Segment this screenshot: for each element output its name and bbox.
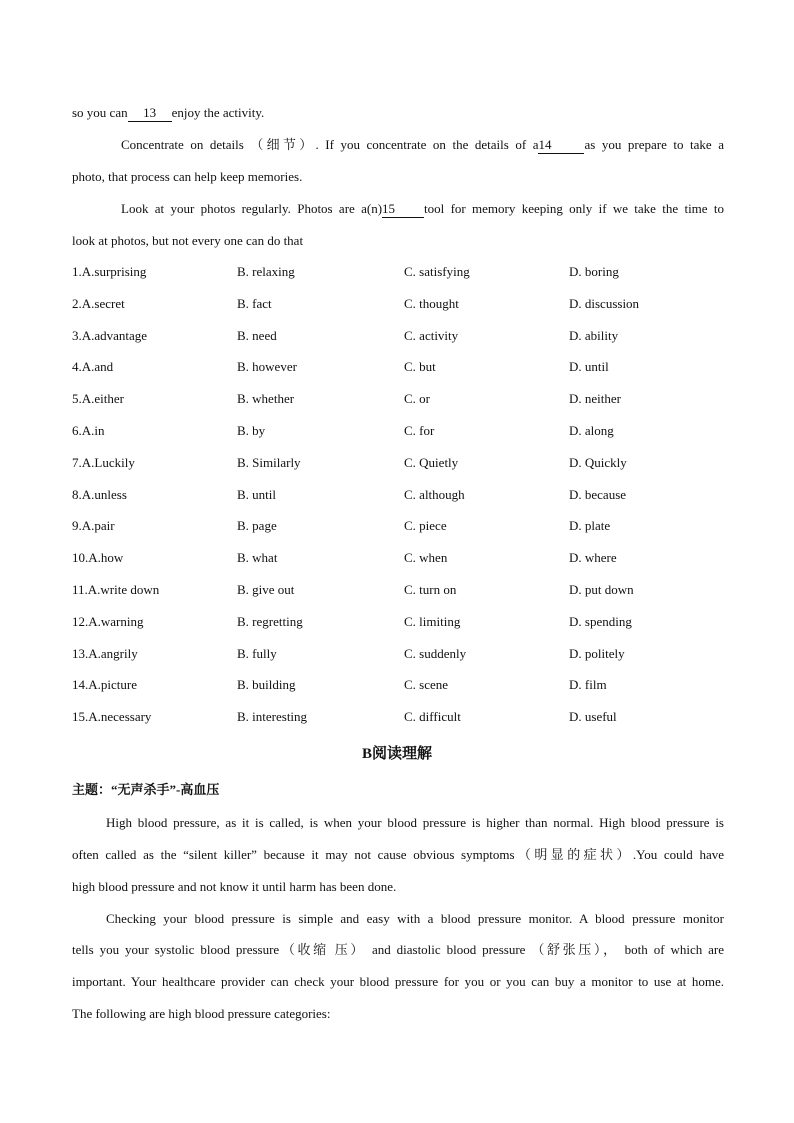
- option-a: 5.A.either: [72, 391, 124, 406]
- option-d: D. discussion: [569, 296, 640, 311]
- paragraph-2-line-1: Checking your blood pressure is simple and easy with a blood pressure monitor. A blood pressure monitor: [106, 911, 724, 926]
- option-a: 2.A.secret: [72, 296, 125, 311]
- options-row-12: [72, 612, 724, 632]
- options-row-14: [72, 675, 724, 695]
- option-a: 13.A.angrily: [72, 646, 138, 661]
- option-a: 9.A.pair: [72, 518, 115, 533]
- text-segment: Look at your photos regularly. Photos are a(n): [121, 201, 383, 216]
- option-a: 12.A.warning: [72, 614, 144, 629]
- paragraph-1-line-3: high blood pressure and not know it until harm has been done.: [72, 879, 397, 894]
- options-row-8: [72, 485, 724, 505]
- option-d: D. boring: [569, 264, 619, 279]
- text-segment: enjoy the activity.: [171, 105, 265, 120]
- options-row-4: [72, 357, 724, 377]
- options-row-15: [72, 707, 724, 727]
- option-d: D. spending: [569, 614, 632, 629]
- option-d: D. useful: [569, 709, 617, 724]
- option-b: B. give out: [237, 582, 295, 597]
- option-a: 3.A.advantage: [72, 328, 148, 343]
- options-row-11: [72, 580, 724, 600]
- option-d: D. because: [569, 487, 627, 502]
- passage-a-paragraph-3-line-2: look at photos, but not every one can do that: [72, 233, 304, 248]
- option-a: 14.A.picture: [72, 677, 137, 692]
- option-b: B. by: [237, 423, 266, 438]
- passage-a-paragraph-3-line-1: [72, 199, 724, 219]
- option-c: C. for: [404, 423, 435, 438]
- paragraph-1-line-2: often called as the “silent killer” because it may not cause obvious symptoms（明显的症状）.You could have: [72, 847, 724, 862]
- option-c: C. or: [404, 391, 430, 406]
- text-segment: tool for memory keeping only if we take the time to: [424, 201, 724, 216]
- blank-14: 14: [538, 137, 584, 154]
- option-c: C. suddenly: [404, 646, 467, 661]
- option-d: D. plate: [569, 518, 611, 533]
- text-segment: as you prepare to take a: [584, 137, 724, 152]
- options-row-10: [72, 548, 724, 568]
- options-row-2: [72, 294, 724, 314]
- passage-a-paragraph-2-line-2: photo, that process can help keep memories.: [72, 169, 303, 184]
- options-row-13: [72, 644, 724, 664]
- options-row-3: [72, 326, 724, 346]
- options-row-1: [72, 262, 724, 282]
- option-c: C. piece: [404, 518, 447, 533]
- section-heading: B阅读理解: [361, 746, 432, 762]
- option-c: C. limiting: [404, 614, 461, 629]
- option-a: 4.A.and: [72, 359, 114, 374]
- option-b: B. building: [237, 677, 296, 692]
- option-a: 11.A.write down: [72, 582, 160, 597]
- option-c: C. turn on: [404, 582, 457, 597]
- option-b: B. Similarly: [237, 455, 301, 470]
- option-d: D. until: [569, 359, 609, 374]
- option-a: 1.A.surprising: [72, 264, 147, 279]
- option-d: D. put down: [569, 582, 634, 597]
- option-b: B. regretting: [237, 614, 303, 629]
- option-d: D. politely: [569, 646, 625, 661]
- option-d: D. ability: [569, 328, 619, 343]
- option-d: D. along: [569, 423, 614, 438]
- option-c: C. difficult: [404, 709, 461, 724]
- blank-15: 15: [382, 201, 424, 218]
- option-a: 8.A.unless: [72, 487, 127, 502]
- option-c: C. although: [404, 487, 465, 502]
- option-d: D. film: [569, 677, 607, 692]
- option-b: B. fully: [237, 646, 277, 661]
- option-a: 15.A.necessary: [72, 709, 152, 724]
- option-a: 6.A.in: [72, 423, 105, 438]
- options-row-9: [72, 516, 724, 536]
- option-b: B. interesting: [237, 709, 308, 724]
- text-segment: Concentrate on details （细节）. If you concentrate on the details of a: [121, 137, 539, 152]
- option-b: B. need: [237, 328, 277, 343]
- option-c: C. Quietly: [404, 455, 459, 470]
- option-a: 7.A.Luckily: [72, 455, 135, 470]
- options-row-7: [72, 453, 724, 473]
- paragraph-2-line-2: tells you your systolic blood pressure（收缩 压） and diastolic blood pressure （舒张压）， both of which are: [72, 942, 724, 957]
- option-a: 10.A.how: [72, 550, 124, 565]
- option-c: C. when: [404, 550, 448, 565]
- topic-line: 主题：“无声杀手”-高血压: [72, 782, 220, 797]
- options-row-5: [72, 389, 724, 409]
- option-b: B. until: [237, 487, 277, 502]
- paragraph-2-line-4: The following are high blood pressure categories:: [72, 1006, 331, 1021]
- option-b: B. fact: [237, 296, 272, 311]
- options-row-6: [72, 421, 724, 441]
- passage-a-line-1: [72, 103, 724, 123]
- option-c: C. thought: [404, 296, 459, 311]
- option-b: B. relaxing: [237, 264, 295, 279]
- option-b: B. page: [237, 518, 277, 533]
- passage-a-paragraph-2-line-1: [72, 135, 724, 155]
- option-c: C. satisfying: [404, 264, 470, 279]
- option-c: C. but: [404, 359, 436, 374]
- blank-13: 13: [128, 105, 172, 122]
- option-c: C. activity: [404, 328, 459, 343]
- option-d: D. Quickly: [569, 455, 627, 470]
- paragraph-1-line-1: High blood pressure, as it is called, is when your blood pressure is higher than normal. High blood pressure is: [106, 815, 724, 830]
- option-b: B. however: [237, 359, 297, 374]
- option-b: B. whether: [237, 391, 295, 406]
- option-d: D. where: [569, 550, 617, 565]
- text-segment: so you can: [72, 105, 128, 120]
- option-c: C. scene: [404, 677, 449, 692]
- paragraph-2-line-3: important. Your healthcare provider can check your blood pressure for you or you can buy a monitor to use at home.: [72, 974, 724, 989]
- option-d: D. neither: [569, 391, 621, 406]
- option-b: B. what: [237, 550, 278, 565]
